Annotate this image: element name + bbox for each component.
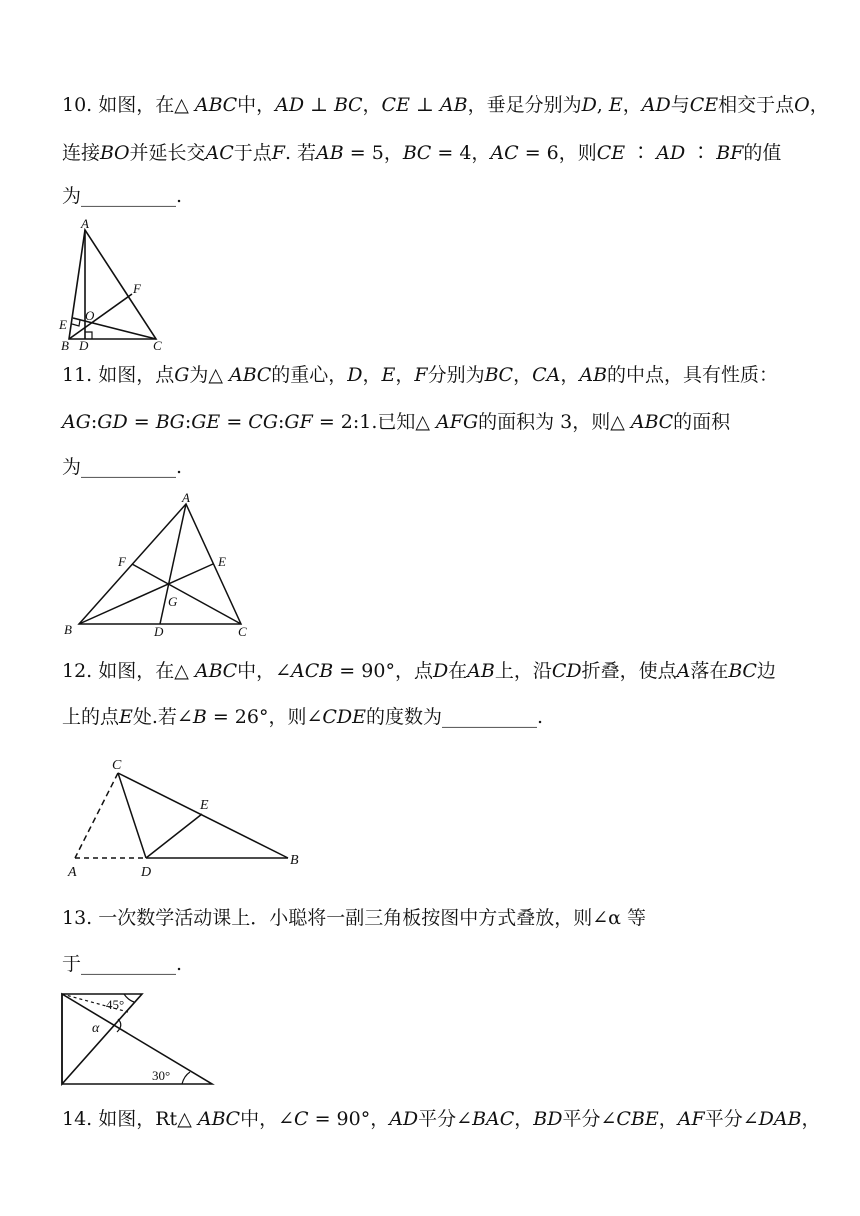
q12-dashed-ca	[75, 773, 118, 858]
q13-line-1: 13. 一次数学活动课上．小聪将一副三角板按图中方式叠放，则∠α 等	[62, 907, 647, 929]
q12-label-d: D	[141, 865, 152, 880]
q13-line-2: 于__________.	[62, 953, 183, 975]
q13-label-30: 30°	[152, 1068, 171, 1083]
q12-segment-cd	[118, 773, 146, 858]
q12-label-e: E	[200, 798, 209, 813]
q11-line-3: 为__________.	[62, 456, 183, 478]
q13-angle-30-arc	[182, 1072, 190, 1084]
q13-triangle-45	[62, 994, 142, 1084]
q13-label-45: 45°	[106, 997, 125, 1012]
q10-label-f: F	[133, 281, 141, 296]
q10-figure	[55, 212, 180, 357]
q11-label-f: F	[118, 554, 126, 569]
q11-label-g: G	[168, 594, 178, 609]
q10-label-c: C	[153, 338, 162, 353]
q11-label-b: B	[64, 622, 72, 637]
q10-label-a: A	[81, 216, 89, 231]
q10-line-2: 连接𝐵𝑂并延长交𝐴𝐶于点𝐹. 若𝐴𝐵 = 5，𝐵𝐶 = 4，𝐴𝐶 = 6，则𝐶𝐸 ∶ 𝐴𝐷 ∶ 𝐵𝐹的值	[62, 142, 782, 164]
q10-triangle-abc	[69, 230, 156, 339]
q10-right-angle-e	[72, 320, 80, 326]
q13-triangle-30	[62, 994, 212, 1084]
q14-line-1: 14. 如图，Rt△ 𝐴𝐵𝐶中，∠𝐶 = 90°，𝐴𝐷平分∠𝐵𝐴𝐶，𝐵𝐷平分∠𝐶𝐵𝐸，𝐴𝐹平分∠𝐷𝐴𝐵，	[62, 1108, 821, 1130]
q11-line-1: 11. 如图，点𝐺为△ 𝐴𝐵𝐶的重心，𝐷，𝐸，𝐹分别为𝐵𝐶，𝐶𝐴，𝐴𝐵的中点，具有性质：	[62, 364, 779, 386]
q11-median-be	[79, 564, 213, 624]
q10-label-b: B	[61, 338, 69, 353]
q10-segment-bf	[69, 294, 132, 339]
q11-median-cf	[132, 564, 241, 624]
q10-label-e: E	[59, 317, 67, 332]
q12-label-b: B	[290, 853, 299, 868]
q12-line-1: 12. 如图，在△ 𝐴𝐵𝐶中，∠𝐴𝐶𝐵 = 90°，点𝐷在𝐴𝐵上，沿𝐶𝐷折叠，使点𝐴落在𝐵𝐶边	[62, 660, 776, 682]
q11-label-e: E	[218, 554, 226, 569]
q12-segment-cb	[118, 773, 288, 858]
q11-triangle-abc	[79, 504, 241, 624]
q11-line-2: 𝐴𝐺:𝐺𝐷 = 𝐵𝐺:𝐺𝐸 = 𝐶𝐺:𝐺𝐹 = 2:1.已知△ 𝐴𝐹𝐺的面积为 3，则△ 𝐴𝐵𝐶的面积	[62, 411, 731, 433]
q10-label-o: O	[85, 308, 95, 323]
q11-figure	[58, 490, 263, 640]
q11-label-a: A	[182, 490, 190, 505]
q13-label-alpha: α	[92, 1021, 100, 1036]
q11-label-d: D	[154, 624, 164, 639]
q11-label-c: C	[238, 624, 247, 639]
q10-line-3: 为__________.	[62, 185, 183, 207]
q13-figure	[58, 990, 218, 1090]
q12-figure	[62, 750, 312, 880]
q13-angle-45-arc	[124, 994, 134, 1002]
q10-label-d: D	[79, 338, 89, 353]
q12-segment-de	[146, 814, 202, 858]
q12-line-2: 上的点𝐸处.若∠𝐵 = 26°，则∠𝐶𝐷𝐸的度数为__________.	[62, 706, 544, 728]
q10-line-1: 10. 如图，在△ 𝐴𝐵𝐶中，𝐴𝐷 ⊥ 𝐵𝐶，𝐶𝐸 ⊥ 𝐴𝐵，垂足分别为𝐷, 𝐸，𝐴𝐷与𝐶𝐸相交于点𝑂，	[62, 94, 829, 116]
q12-label-a: A	[68, 865, 77, 880]
q12-label-c: C	[112, 758, 122, 773]
